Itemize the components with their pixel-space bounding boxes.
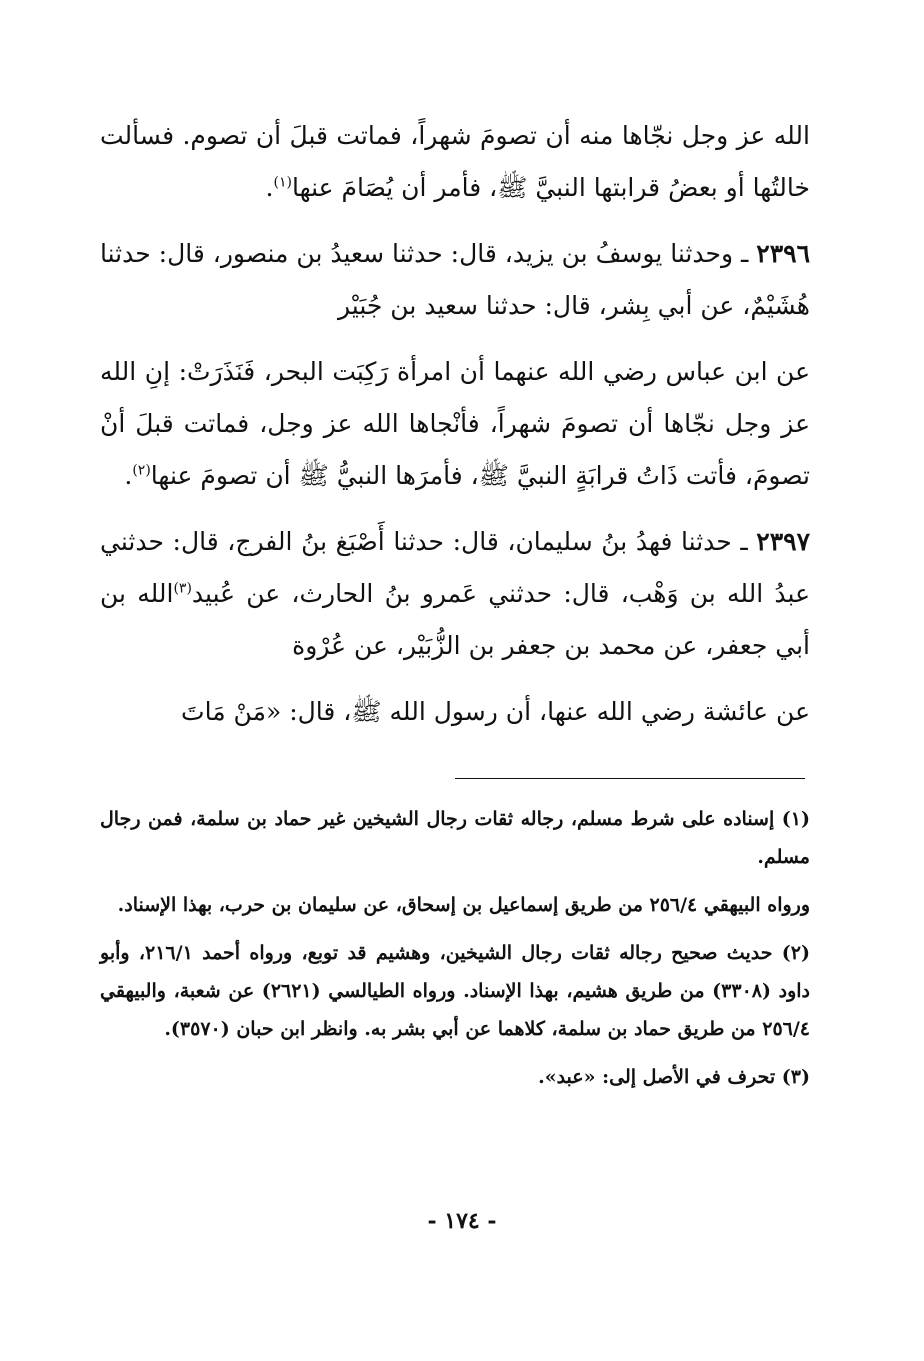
footnote-1: (١) إسناده على شرط مسلم، رجاله ثقات رجال الشيخين غير حماد بن سلمة، فمن رجال مسلم. (100, 808, 810, 868)
footnote-1-continued: ورواه البيهقي ٢٥٦/٤ من طريق إسماعيل بن إسحاق، عن سليمان بن حرب، بهذا الإسناد. (117, 894, 810, 916)
hadith-2396 (100, 228, 810, 332)
footnote-divider (455, 778, 805, 779)
footnote-ref-1: (١) (273, 174, 292, 191)
paragraph-1-end: . (265, 173, 274, 202)
hadith-2397 (100, 516, 810, 672)
hadith-2397-chain-end: الله بن أبي جعفر، عن محمد بن جعفر بن الزُّبَيْر، عن عُرْوة (100, 579, 810, 660)
footnote-ref-2: (٢) (132, 462, 151, 479)
paragraph-1 (100, 110, 810, 214)
paragraph-1-text: الله عز وجل نجّاها منه أن تصومَ شهراً، فماتت قبلَ أن تصوم. فسألت خالتُها أو بعضُ قرابتها النبيَّ ﷺ، فأمر أن يُصَامَ عنها (100, 121, 810, 202)
hadith-2396-matn: عن ابن عباس رضي الله عنهما أن امرأة رَكِبَت البحر، فَنَذَرَتْ: إنِ الله عز وجل نجّاها أن تصومَ شهراً، فأنْجاها الله عز وجل، فماتت قبلَ أنْ تصومَ، فأتت ذَاتُ قرابَةٍ النبيَّ ﷺ، فأمرَها النبيُّ ﷺ أن تصومَ عنها (100, 357, 810, 490)
hadith-2396-chain: ـ وحدثنا يوسفُ بن يزيد، قال: حدثنا سعيدُ بن منصور، قال: حدثنا هُشَيْمٌ، عن أبي بِشر، قال: حدثنا سعيد بن جُبَيْر (100, 239, 810, 320)
hadith-2396-text (100, 346, 810, 502)
hadith-number-2397: ٢٣٩٧ (756, 527, 810, 556)
page-number: - ١٧٤ - (427, 1208, 497, 1234)
hadith-2397-matn: عن عائشة رضي الله عنها، أن رسول الله ﷺ، قال: «مَنْ مَاتَ (181, 697, 810, 726)
hadith-number-2396: ٢٣٩٦ (756, 239, 810, 268)
footnote-ref-3: (٣) (173, 580, 192, 597)
main-text (100, 110, 810, 752)
hadith-2396-end: . (124, 461, 133, 490)
footnotes (100, 800, 810, 1106)
footnote-2: (٢) حديث صحيح رجاله ثقات رجال الشيخين، وهشيم قد توبع، ورواه أحمد ٢١٦/١، وأبو داود (٣٣٠٨) من طريق هشيم، بهذا الإسناد. ورواه الطيالسي (٢٦٢١) عن شعبة، والبيهقي ٢٥٦/٤ من طريق حماد بن سلمة، كلاهما عن أبي بشر به. وانظر ابن حبان (٣٥٧٠). (100, 942, 811, 1040)
footnote-3: (٣) تحرف في الأصل إلى: «عبد». (538, 1066, 810, 1088)
hadith-2397-text (100, 686, 810, 738)
hadith-2397-chain: ـ حدثنا فهدُ بنُ سليمان، قال: حدثنا أَصْبَغ بنُ الفرج، قال: حدثني عبدُ الله بن وَهْب، قال: حدثني عَمرو بنُ الحارث، عن عُبيد (100, 527, 810, 608)
